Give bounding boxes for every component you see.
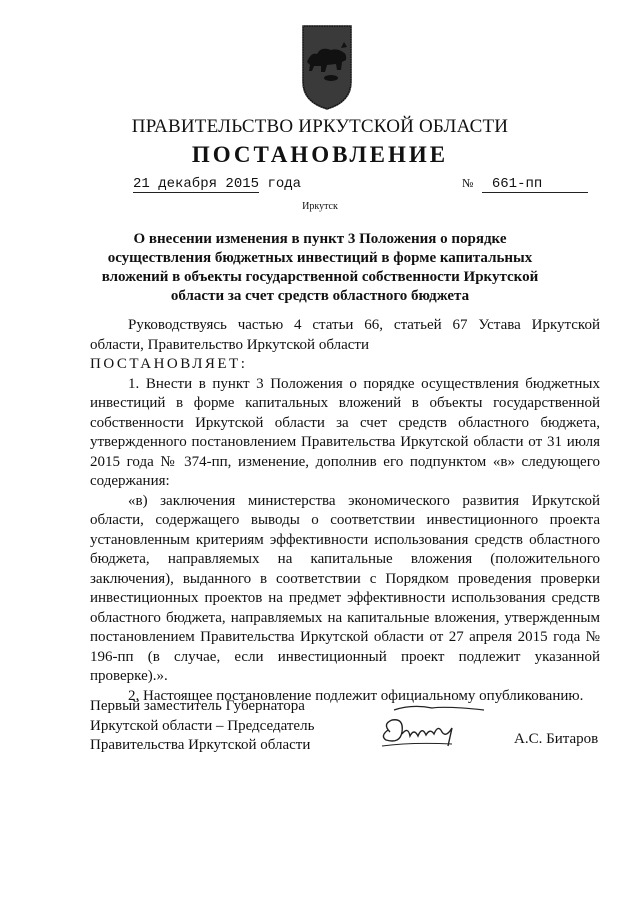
document-date bbox=[133, 176, 301, 192]
number-sign: № bbox=[462, 176, 474, 190]
government-name: ПРАВИТЕЛЬСТВО ИРКУТСКОЙ ОБЛАСТИ bbox=[131, 116, 509, 137]
document-type-title: ПОСТАНОВЛЕНИЕ bbox=[191, 142, 449, 167]
paragraph-item-2: 2. Настоящее постановление подлежит официальному опубликованию. bbox=[128, 687, 584, 704]
document-heading: О внесении изменения в пункт 3 Положения о порядке осуществления бюджетных инвестиций в форме капитальных вложений в объекты государственной собственности Иркутской области за счет средств областного бюджета bbox=[101, 231, 539, 304]
date-suffix: года bbox=[267, 176, 302, 192]
signatory-title-line-2: Иркутской области – Председатель bbox=[90, 717, 315, 734]
paragraph-item-1: 1. Внести в пункт 3 Положения о порядке осуществления бюджетных инвестиций в форме капитальных вложений в объекты государственной собственности Иркутской области за счет средств областного бюджета, утвержденного постановлением Правительства Иркутской области от 31 июля 2015 года № 374-пп, изменение, дополнив его подпунктом «в» следующего содержания: bbox=[90, 375, 600, 489]
date-value: 21 декабря 2015 bbox=[133, 176, 260, 192]
paragraph-subitem-v: «в) заключения министерства экономического развития Иркутской области, содержащего выводы о соответствии инвестиционного проекта установленным критериям эффективности использования средств областного бюджета, направляемых на капитальные вложения (положительного заключения), выданного в соответствии с Порядком проведения проверки инвестиционных проектов на предмет эффективности использования средств областного бюджета, направляемых на капитальные вложения, утвержденным постановлением Правительства Иркутской области от 27 апреля 2015 года № 196-пп (в случае, если инвестиционный проект подлежит указанной проверке).». bbox=[90, 492, 600, 684]
signatory-title-line-3: Правительства Иркутской области bbox=[90, 737, 311, 753]
signature-block bbox=[90, 697, 314, 756]
signer-name: А.С. Битаров bbox=[514, 731, 599, 747]
handwritten-signature bbox=[372, 702, 492, 752]
city-name: Иркутск bbox=[302, 201, 338, 212]
paragraph-preamble: Руководствуясь частью 4 статьи 66, статьей 67 Устава Иркутской области, Правительство Иркутской области bbox=[90, 317, 600, 353]
signatory-title-line-1: Первый заместитель Губернатора bbox=[90, 698, 305, 714]
document-number bbox=[462, 176, 588, 193]
number-value: 661-пп bbox=[482, 176, 588, 193]
coat-of-arms-emblem bbox=[297, 22, 357, 112]
document-body bbox=[90, 316, 600, 706]
decree-word: ПОСТАНОВЛЯЕТ: bbox=[90, 356, 248, 372]
